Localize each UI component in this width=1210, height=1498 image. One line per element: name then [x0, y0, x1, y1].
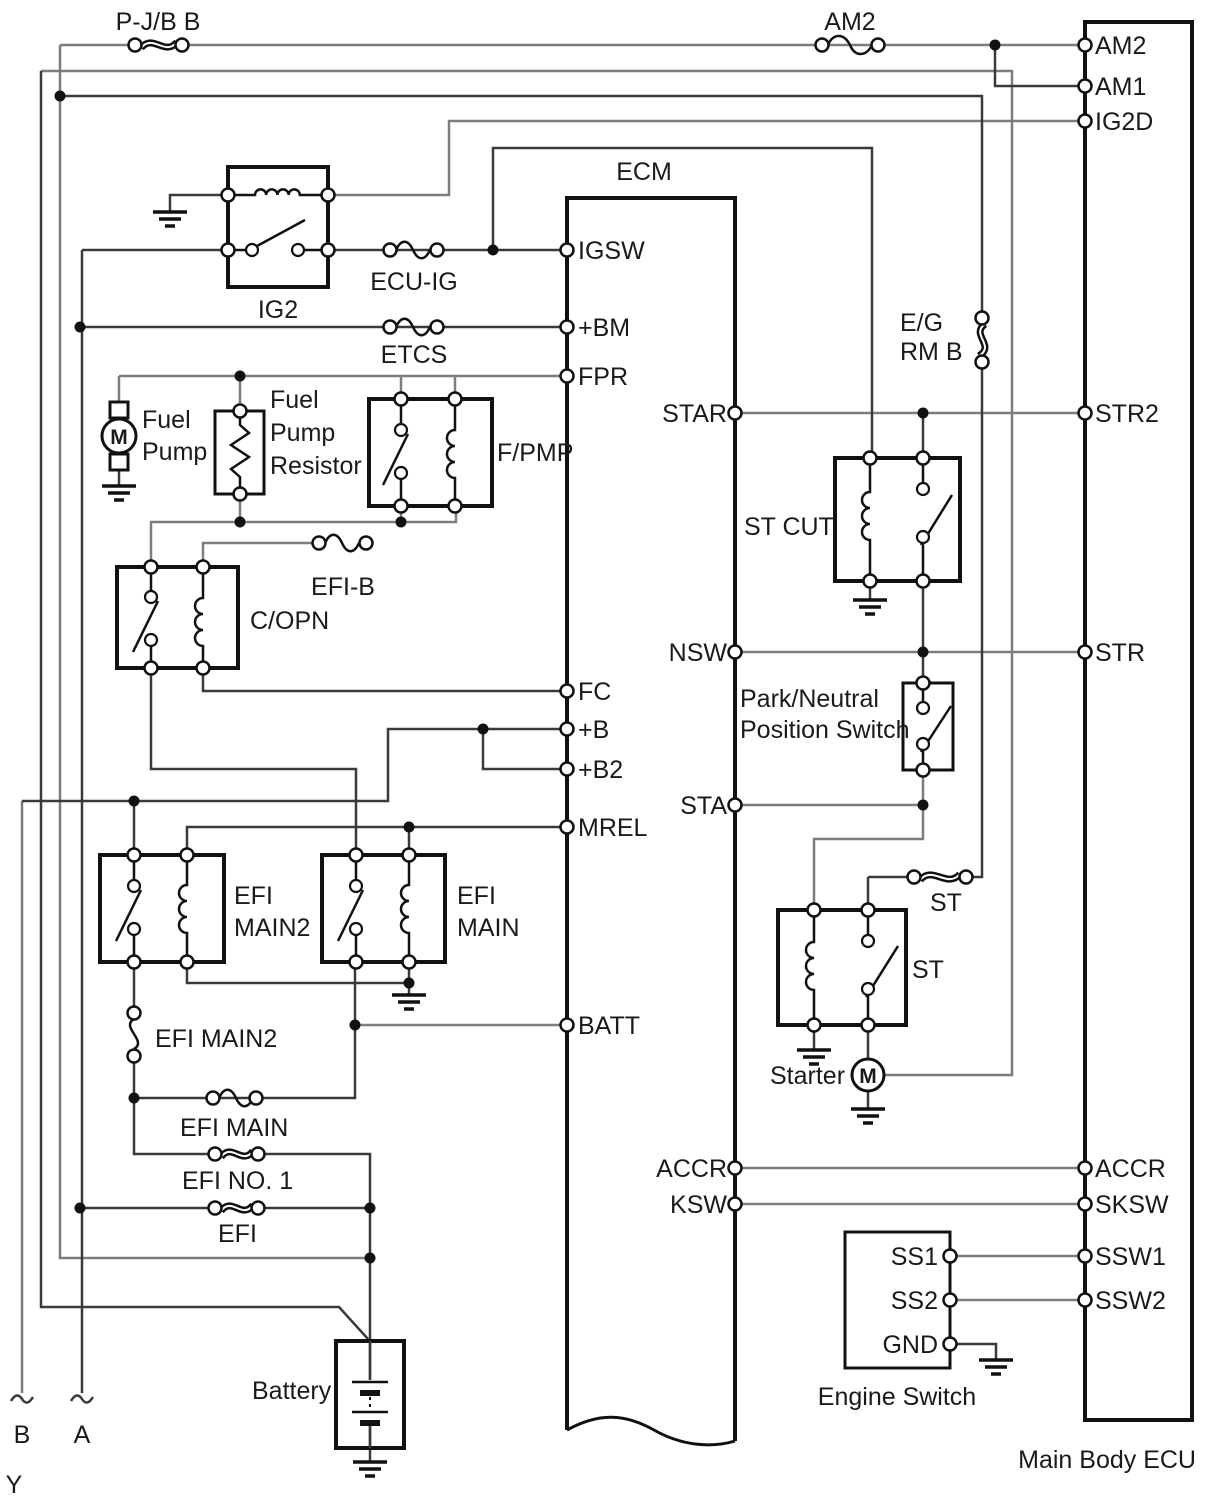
break-tilde-a	[71, 1395, 93, 1402]
terminal	[181, 849, 194, 862]
terminal	[234, 405, 247, 418]
label-fuse-efi-main2: EFI MAIN2	[155, 1025, 278, 1053]
label-relay-main2-1: EFI	[234, 882, 273, 910]
terminal	[360, 537, 373, 550]
mbecu-terminal-label: AM1	[1095, 73, 1147, 101]
ecm-terminal	[561, 1019, 574, 1032]
wire-efi-b-fuse	[203, 543, 319, 567]
ecm-terminal	[561, 370, 574, 383]
relay-st	[778, 910, 906, 1025]
terminal	[252, 1202, 265, 1215]
label-eg-2: RM B	[900, 338, 963, 366]
ecm-terminal	[561, 723, 574, 736]
terminal	[917, 452, 930, 465]
contact-point	[395, 467, 407, 479]
ecm-terminal-label: STA	[680, 792, 727, 820]
ecm-terminal	[729, 1162, 742, 1175]
terminal	[976, 356, 989, 369]
ecm-terminal-label: +B2	[578, 756, 624, 784]
ig2-box	[228, 167, 328, 287]
junction-dot	[365, 1203, 376, 1214]
label-battery: Battery	[252, 1377, 332, 1405]
relay-box	[117, 567, 238, 668]
label-ecu-ig: ECU-IG	[370, 268, 458, 296]
mbecu-terminal-label: SSW1	[1095, 1243, 1166, 1271]
switch-box	[903, 683, 953, 770]
junction-dot	[918, 408, 929, 419]
engine-switch-terminal-label: SS2	[890, 1287, 938, 1315]
terminal	[808, 1019, 821, 1032]
motor-terminal	[110, 454, 128, 470]
fuel-pump-resistor	[215, 411, 264, 494]
junction-dot	[918, 800, 929, 811]
relay-box	[322, 855, 445, 962]
battery-symbol	[336, 1341, 404, 1448]
ecm-terminal-label: KSW	[670, 1191, 727, 1219]
terminal	[384, 321, 397, 334]
label-copn: C/OPN	[250, 607, 330, 635]
terminal	[207, 1092, 220, 1105]
terminal	[250, 1092, 263, 1105]
contact-point	[917, 702, 929, 714]
terminal	[449, 393, 462, 406]
wire-plus-b	[22, 729, 567, 855]
mbecu-terminal	[1079, 646, 1092, 659]
label-ig2: IG2	[257, 296, 299, 324]
ig2-switch-block	[228, 167, 328, 287]
label-st-fuse: ST	[930, 889, 962, 917]
terminal	[917, 764, 930, 777]
terminal	[864, 452, 877, 465]
terminal	[917, 575, 930, 588]
label-starter-motor-m: M	[859, 1065, 877, 1088]
relay-box	[369, 399, 492, 506]
label-pnp-2: Position Switch	[740, 716, 910, 744]
terminal	[872, 39, 885, 52]
relay-coil	[806, 917, 814, 1018]
wire-battery-feed-left	[60, 45, 370, 1258]
junction-dot	[75, 322, 86, 333]
terminal	[197, 662, 210, 675]
terminal	[960, 871, 973, 884]
terminal	[403, 849, 416, 862]
engine-switch-terminal	[944, 1294, 957, 1307]
ecm-terminal	[561, 763, 574, 776]
terminal	[816, 39, 829, 52]
junction-dot	[129, 796, 140, 807]
junction-dot	[55, 91, 66, 102]
ecm-terminal-label: ACCR	[656, 1155, 727, 1183]
label-st-cut: ST CUT	[744, 513, 834, 541]
fuse-efi-b	[325, 535, 359, 552]
terminal	[128, 956, 141, 969]
junction-dot	[235, 517, 246, 528]
mbecu-terminal	[1079, 1250, 1092, 1263]
fuses-thin	[130, 36, 872, 1106]
ecm-terminal	[561, 685, 574, 698]
junction-dot	[478, 724, 489, 735]
contact-point	[862, 983, 874, 995]
label-ecm: ECM	[616, 158, 672, 186]
ground-icon	[102, 486, 136, 500]
ecm-terminal-label: BATT	[578, 1012, 641, 1040]
ecm-terminal	[561, 821, 574, 834]
contact-point	[128, 923, 140, 935]
terminal	[129, 39, 142, 52]
relay-fpmp	[369, 399, 492, 506]
mbecu-terminal	[1079, 1162, 1092, 1175]
terminal	[808, 904, 821, 917]
relay-copn	[117, 567, 238, 668]
label-relay-main-1: EFI	[457, 882, 496, 910]
contact-point	[917, 738, 929, 750]
label-starter: Starter	[770, 1062, 846, 1090]
wire-eg-rmb-chain	[60, 96, 982, 910]
ecm-terminal	[729, 1198, 742, 1211]
wire-ig2-gnd	[170, 195, 228, 212]
relay-coil	[195, 574, 203, 661]
mbecu-terminal	[1079, 1198, 1092, 1211]
ecm-terminal	[729, 799, 742, 812]
break-tilde-b	[11, 1395, 33, 1402]
terminal	[128, 849, 141, 862]
terminal	[128, 1007, 141, 1020]
label-main-body-ecu: Main Body ECU	[1018, 1446, 1196, 1474]
terminal	[145, 561, 158, 574]
contact-point	[917, 531, 929, 543]
engine-switch-terminal-label: GND	[882, 1331, 938, 1359]
terminal	[384, 244, 397, 257]
terminal	[128, 1050, 141, 1063]
ecm-terminal-label: FC	[578, 678, 612, 706]
label-pnp-1: Park/Neutral	[740, 685, 879, 713]
label-pump-motor-m: M	[110, 426, 128, 449]
junction-dot	[404, 978, 415, 989]
mbecu-terminal-label: ACCR	[1095, 1155, 1166, 1183]
label-etcs: ETCS	[380, 341, 448, 369]
label-efi-b: EFI-B	[311, 573, 375, 601]
ground-icon	[853, 600, 887, 614]
labels	[6, 8, 1196, 1498]
terminal	[350, 849, 363, 862]
mbecu-terminal-label: AM2	[1095, 32, 1147, 60]
contact-point	[862, 935, 874, 947]
ecm-terminal	[561, 321, 574, 334]
terminal	[209, 1148, 222, 1161]
ground-icon	[153, 212, 187, 226]
connector-breaks	[11, 1395, 93, 1402]
label-am2-fuse: AM2	[824, 8, 876, 36]
ecm-terminal	[561, 244, 574, 257]
terminal	[176, 39, 189, 52]
terminal	[322, 189, 335, 202]
engine-switch-terminal	[944, 1338, 957, 1351]
circuit-breaker-efi-main2	[130, 1019, 138, 1049]
contact-point	[145, 634, 157, 646]
contact-point	[292, 244, 304, 256]
label-fuel-pump-2: Pump	[142, 438, 208, 466]
motor-terminal	[110, 402, 128, 418]
ecm-terminal-label: +B	[578, 716, 610, 744]
contact-point	[350, 880, 362, 892]
terminal	[252, 1148, 265, 1161]
label-fuse-efi-main: EFI MAIN	[180, 1114, 289, 1142]
terminal	[209, 1202, 222, 1215]
terminal	[222, 244, 235, 257]
terminal	[864, 575, 877, 588]
terminal	[313, 537, 326, 550]
junction-dot	[235, 371, 246, 382]
label-fuse-efi-no1: EFI NO. 1	[182, 1167, 294, 1195]
mbecu-terminal	[1079, 80, 1092, 93]
resistor-zigzag	[231, 417, 249, 487]
engine-switch-terminal-label: SS1	[890, 1243, 938, 1271]
contact-point	[145, 591, 157, 603]
relay-box	[835, 458, 960, 581]
terminal	[908, 871, 921, 884]
terminal	[322, 244, 335, 257]
terminal	[976, 312, 989, 325]
relay-efi-main2	[100, 855, 224, 962]
terminal	[862, 1019, 875, 1032]
contact-point	[128, 880, 140, 892]
terminal	[197, 561, 210, 574]
mbecu-terminal	[1079, 407, 1092, 420]
mbecu-terminal	[1079, 1294, 1092, 1307]
label-engine-switch: Engine Switch	[817, 1383, 977, 1411]
ecm-terminal-label: FPR	[578, 363, 628, 391]
contact-point	[917, 483, 929, 495]
mbecu-terminal-label: SSW2	[1095, 1287, 1166, 1315]
label-connector-b: B	[13, 1421, 31, 1449]
wire-battery-starter	[41, 71, 1012, 1075]
junction-dot	[488, 245, 499, 256]
label-fuel-pump-1: Fuel	[142, 406, 191, 434]
terminal	[431, 244, 444, 257]
junction-dot	[918, 647, 929, 658]
ground-icon	[392, 995, 426, 1009]
ground-icon	[979, 1360, 1013, 1374]
label-resistor-1: Fuel	[270, 386, 319, 414]
relay-coil	[862, 465, 870, 574]
terminal	[350, 956, 363, 969]
mbecu-terminal-label: SKSW	[1095, 1191, 1169, 1219]
terminal	[917, 677, 930, 690]
contact-point	[395, 424, 407, 436]
ground-icon	[851, 1109, 885, 1123]
label-relay-main2-2: MAIN2	[234, 914, 311, 942]
ecm-terminal-label: STAR	[662, 400, 727, 428]
junction-dot	[404, 822, 415, 833]
terminal	[181, 956, 194, 969]
terminal	[403, 956, 416, 969]
wire-relay-coil-grounds	[187, 962, 409, 995]
label-eg-1: E/G	[900, 309, 944, 337]
label-resistor-3: Resistor	[270, 452, 362, 480]
junction-dot	[365, 1253, 376, 1264]
label-st-relay: ST	[912, 956, 944, 984]
ig2-coil	[234, 189, 321, 195]
terminal	[395, 500, 408, 513]
wire-ig2-coil-to-ig2d	[328, 121, 1085, 195]
label-relay-main-2: MAIN	[457, 914, 520, 942]
mbecu-terminal-label: STR2	[1095, 400, 1159, 428]
label-connector-a: A	[73, 1421, 91, 1449]
wire-sta	[735, 770, 923, 910]
terminal	[234, 488, 247, 501]
wire-stcut-stubs	[870, 413, 923, 683]
wire-battery-cable	[41, 71, 368, 1339]
junction-dot	[990, 40, 1001, 51]
label-pjb-b-fuse: P-J/B B	[115, 8, 201, 36]
ecm-terminal-label: IGSW	[578, 237, 645, 265]
park-neutral-switch	[903, 683, 953, 770]
ground-icon	[353, 1462, 387, 1476]
junction-dot	[129, 1093, 140, 1104]
mbecu-terminal-label: IG2D	[1095, 108, 1154, 136]
contact-point	[246, 244, 258, 256]
terminal	[862, 904, 875, 917]
junction-dot	[396, 517, 407, 528]
ecm-wavy-bottom	[567, 1417, 735, 1445]
contact-point	[350, 923, 362, 935]
engine-switch-terminal	[944, 1250, 957, 1263]
label-fuse-efi: EFI	[218, 1220, 257, 1248]
relay-coil	[179, 862, 187, 955]
wire-fc	[203, 668, 567, 691]
ig2-contact-arm	[257, 220, 305, 246]
relay-efi-main	[322, 855, 445, 962]
terminal	[449, 500, 462, 513]
terminal	[431, 321, 444, 334]
terminal	[222, 189, 235, 202]
wire-am1-jumper	[995, 45, 1085, 86]
junction-dot	[75, 1203, 86, 1214]
ecm-terminal	[729, 646, 742, 659]
terminal	[145, 662, 158, 675]
ecm-terminal-label: MREL	[578, 814, 648, 842]
ground-icons	[102, 212, 1013, 1476]
label-fpmp: F/PMP	[497, 439, 574, 467]
relay-coil	[447, 406, 455, 499]
junction-dot	[350, 1020, 361, 1031]
terminal	[395, 393, 408, 406]
label-resistor-2: Pump	[270, 419, 336, 447]
relay-box	[778, 910, 906, 1025]
relay-box	[100, 855, 224, 962]
relay-coil	[401, 862, 409, 955]
wire-mrel	[187, 827, 567, 855]
mbecu-terminal-label: STR	[1095, 639, 1145, 667]
ecm-terminal-label: NSW	[668, 639, 727, 667]
mbecu-terminal	[1079, 115, 1092, 128]
relay-st-cut	[835, 458, 960, 581]
ecm-terminal-label: +BM	[578, 314, 631, 342]
mbecu-terminal	[1079, 39, 1092, 52]
label-connector-y: Y	[5, 1471, 23, 1498]
ecm-terminal	[729, 407, 742, 420]
